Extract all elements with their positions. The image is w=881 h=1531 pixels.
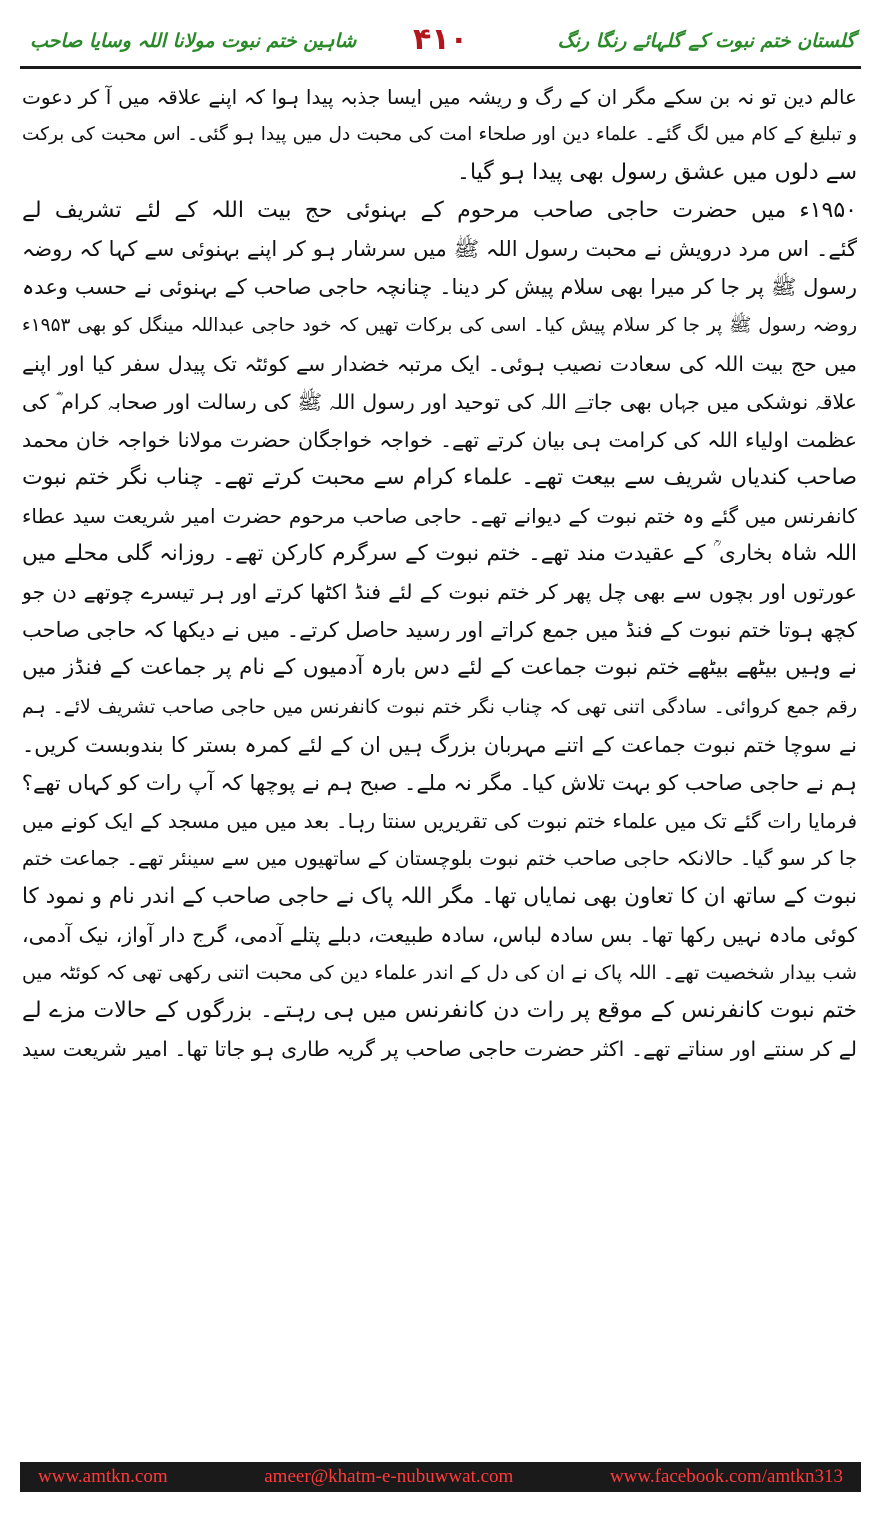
text-line: نے وہیں بیٹھے بیٹھے ختم نبوت جماعت کے لئے دس بارہ آدمیوں کے نام پر جماعت کے فنڈز میں — [22, 655, 857, 681]
text-line: رسول ﷺ پر جا کر میرا بھی سلام پیش کر دینا۔ چنانچہ حاجی صاحب کے بہنوئی نے حسب وعدہ — [22, 275, 857, 300]
facebook-link[interactable]: www.facebook.com/amtkn313 — [609, 1466, 843, 1487]
page-footer — [20, 1462, 861, 1492]
text-line: کوئی مادہ نہیں رکھا تھا۔ بس سادہ لباس، سادہ طبیعت، دبلے پتلے آدمی، گرج دار آواز، نیک آدمی، — [22, 923, 857, 948]
text-line: اللہ شاہ بخاری ؒ کے عقیدت مند تھے۔ ختم نبوت کے سرگرم کارکن تھے۔ روزانہ گلی محلے میں — [22, 541, 857, 567]
text-line: میں حج بیت اللہ کی سعادت نصیب ہوئی۔ ایک مرتبہ خضدار سے کوئٹہ تک پیدل سفر کیا اور اپنے — [22, 351, 857, 376]
page-number: ۴۱۰ — [413, 22, 468, 57]
text-line: عورتوں اور بچوں سے بھی چل پھر کر ختم نبوت کے لئے فنڈ اکٹھا کرتے اور ہر تیسرے چوتھے دن جو — [22, 580, 857, 605]
text-line: ختم نبوت کانفرنس کے موقع پر رات دن کانفرنس میں ہی رہتے۔ بزرگوں کے حالات مزے لے — [22, 998, 857, 1024]
text-line: عظمت اولیاء اللہ کی کرامت ہی بیان کرتے تھے۔ خواجہ خواجگان حضرت مولانا خواجہ خان محمد — [22, 427, 857, 452]
text-line: رقم جمع کروائی۔ سادگی اتنی تھی کہ چناب نگر ختم نبوت کانفرنس میں حاجی صاحب تشریف لائے۔ ہم — [22, 695, 857, 718]
text-line: فرمایا رات گئے تک میں علماء ختم نبوت کی تقریریں سنتا رہا۔ بعد میں میں مسجد کے ایک کونے میں — [22, 808, 857, 833]
text-line: روضہ رسول ﷺ پر جا کر سلام پیش کیا۔ اسی کی برکات تھیں کہ خود حاجی عبداللہ مینگل کو بھی ۱۹۵۳ء — [22, 314, 857, 336]
text-line: صاحب کندیاں شریف سے بیعت تھے۔ علماء کرام سے محبت کرتے تھے۔ چناب نگر ختم نبوت — [22, 464, 857, 490]
book-title: گلستان ختم نبوت کے گلہائے رنگا رنگ — [557, 30, 855, 52]
page-header — [20, 22, 861, 69]
email-link[interactable]: ameer@khatm-e-nubuwwat.com — [264, 1466, 514, 1487]
text-line: جا کر سو گیا۔ حالانکہ حاجی صاحب ختم نبوت بلوچستان کے ساتھیوں میں سے سینئر تھے۔ جماعت ختم — [22, 846, 857, 870]
text-line: علاقہ نوشکی میں جہاں بھی جاتے اللہ کی توحید اور رسول اللہ ﷺ کی رسالت اور صحابہ کرام ؓ کی — [22, 389, 857, 414]
text-line: ہم نے حاجی صاحب کو بہت تلاش کیا۔ مگر نہ ملے۔ صبح ہم نے پوچھا کہ آپ رات کو کہاں تھے؟ — [22, 770, 857, 795]
text-line: کانفرنس میں گئے وہ ختم نبوت کے دیوانے تھے۔ حاجی صاحب مرحوم حضرت امیر شریعت سید عطاء — [22, 504, 857, 529]
text-line: و تبلیغ کے کام میں لگ گئے۔ علماء دین اور صلحاء امت کی محبت دل میں پیدا ہو گئی۔ اس محبت کی برکت — [22, 124, 857, 146]
text-line: کچھ ہوتا ختم نبوت کے فنڈ میں جمع کراتے اور رسید حاصل کرتے۔ میں نے دیکھا کہ حاجی صاحب — [22, 618, 857, 643]
text-line: نے سوچا ختم نبوت جماعت کے اتنے مہربان بزرگ ہیں ان کے لئے کمرہ بستر کا بندوبست کریں۔ — [22, 732, 857, 757]
text-line: لے کر سنتے اور سناتے تھے۔ اکثر حضرت حاجی صاحب پر گریہ طاری ہو جاتا تھا۔ امیر شریعت سید — [22, 1037, 857, 1062]
author-title: شاہین ختم نبوت مولانا اللہ وسایا صاحب — [30, 30, 357, 52]
text-line: ۱۹۵۰ء میں حضرت حاجی صاحب مرحوم کے بہنوئی حج بیت اللہ کے لئے تشریف لے — [22, 198, 857, 224]
text-line: سے دلوں میں عشق رسول بھی پیدا ہو گیا۔ — [457, 160, 857, 186]
article-body — [22, 78, 857, 1458]
text-line: نبوت کے ساتھ ان کا تعاون بھی نمایاں تھا۔ مگر اللہ پاک نے حاجی صاحب کے اندر نام و نمود کا — [22, 883, 857, 909]
text-line: گئے۔ اس مرد درویش نے محبت رسول اللہ ﷺ میں سرشار ہو کر اپنے بہنوئی سے کہا کہ روضہ — [22, 237, 857, 262]
website-link[interactable]: www.amtkn.com — [38, 1466, 168, 1487]
text-line: شب بیدار شخصیت تھے۔ اللہ پاک نے ان کی دل کے اندر علماء دین کی محبت اتنی رکھی تھی کہ کوئٹہ میں — [22, 962, 857, 985]
text-line: عالم دین تو نہ بن سکے مگر ان کے رگ و ریشہ میں ایسا جذبہ پیدا ہوا کہ اپنے علاقہ میں آ کر دعوت — [22, 85, 857, 109]
